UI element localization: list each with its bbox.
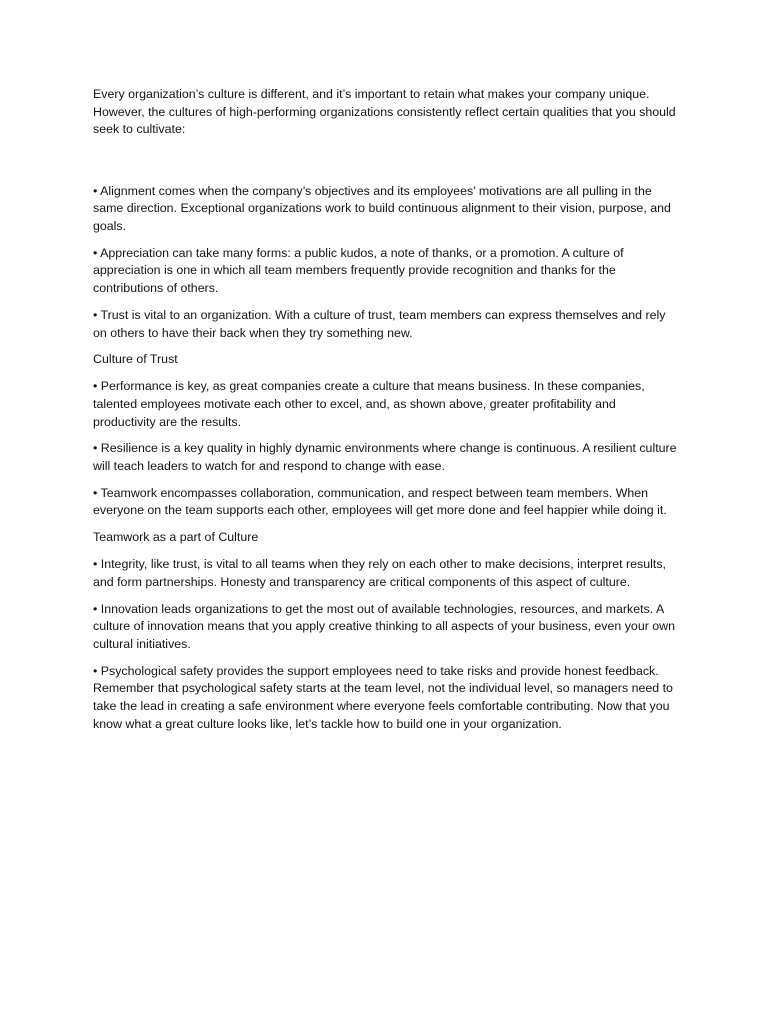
bullet-integrity: • Integrity, like trust, is vital to all teams when they rely on each other to make decisions, interpret results, and form partnerships. Honesty and transparency are critical components of this aspect of culture. (93, 557, 666, 589)
document-page (93, 86, 678, 742)
bullet-resilience: • Resilience is a key quality in highly dynamic environments where change is continuous. A resilient culture will teach leaders to watch for and respond to change with ease. (93, 441, 677, 473)
bullet-psychological-safety: • Psychological safety provides the support employees need to take risks and provide honest feedback. Remember that psychological safety starts at the team level, not the individual level, so managers need to take the lead in creating a safe environment where everyone feels comfortable contributing. Now that you know what a great culture looks like, let’s tackle how to build one in your organization. (93, 663, 673, 731)
bullet-alignment: • Alignment comes when the company’s objectives and its employees’ motivations are all pulling in the same direction. Exceptional organizations work to build continuous alignment to their vision, purpose, and goals. (93, 183, 671, 233)
intro-paragraph: Every organization’s culture is different, and it’s important to retain what makes your company unique. However, the cultures of high-performing organizations consistently reflect certain qualities that you should seek to cultivate: (93, 87, 676, 137)
heading-teamwork-culture: Teamwork as a part of Culture (93, 530, 259, 545)
bullet-performance: • Performance is key, as great companies create a culture that means business. In these companies, talented employees motivate each other to excel, and, as shown above, greater profitability and productivity are the results. (93, 379, 645, 429)
heading-culture-of-trust: Culture of Trust (93, 352, 178, 367)
bullet-trust: • Trust is vital to an organization. With a culture of trust, team members can express themselves and rely on others to have their back when they try something new. (93, 307, 666, 340)
bullet-appreciation: • Appreciation can take many forms: a public kudos, a note of thanks, or a promotion. A culture of appreciation is one in which all team members frequently provide recognition and thanks for the contributions of others. (93, 245, 624, 296)
bullet-teamwork: • Teamwork encompasses collaboration, communication, and respect between team members. When everyone on the team supports each other, employees will get more done and feel happier while doing it. (93, 485, 667, 518)
bullet-innovation: • Innovation leads organizations to get the most out of available technologies, resources, and markets. A culture of innovation means that you apply creative thinking to all aspects of your business, even your own cultural initiatives. (93, 601, 676, 651)
